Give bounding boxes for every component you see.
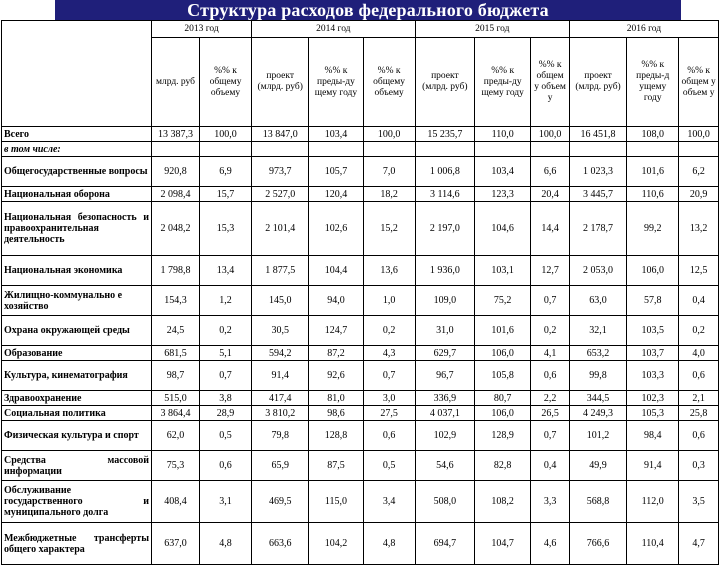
table-cell: 469,5 <box>252 481 309 523</box>
table-cell: 98,6 <box>309 406 363 421</box>
table-cell: 110,6 <box>627 187 679 202</box>
table-cell: 104,2 <box>309 523 363 565</box>
table-cell: 12,7 <box>531 256 570 286</box>
table-cell <box>199 142 251 157</box>
row-label: Средства массовой информации <box>2 451 152 481</box>
table-cell: 26,5 <box>531 406 570 421</box>
table-cell: 75,2 <box>475 286 531 316</box>
column-header: %% к общему объему <box>199 38 251 127</box>
table-cell: 0,2 <box>679 316 719 346</box>
table-cell: 102,3 <box>627 391 679 406</box>
table-cell <box>475 142 531 157</box>
table-cell: 103,3 <box>627 361 679 391</box>
table-cell: 99,8 <box>569 361 626 391</box>
table-cell: 3,1 <box>199 481 251 523</box>
table-cell: 0,5 <box>199 421 251 451</box>
row-label: Охрана окружающей среды <box>2 316 152 346</box>
table-row <box>2 451 719 481</box>
row-label: Национальная безопасность и правоохранительная деятельность <box>2 202 152 256</box>
table-cell: 0,6 <box>679 421 719 451</box>
table-cell: 766,6 <box>569 523 626 565</box>
row-label: Жилищно-коммунально е хозяйство <box>2 286 152 316</box>
table-cell: 105,8 <box>475 361 531 391</box>
year-2016-header: 2016 год <box>569 21 718 38</box>
table-cell: 0,6 <box>679 361 719 391</box>
table-cell: 100,0 <box>531 127 570 142</box>
table-cell: 12,5 <box>679 256 719 286</box>
table-cell: 4,1 <box>531 346 570 361</box>
table-cell: 115,0 <box>309 481 363 523</box>
table-cell: 4,7 <box>679 523 719 565</box>
table-cell: 100,0 <box>199 127 251 142</box>
table-cell: 2 098,4 <box>152 187 200 202</box>
row-label: Национальная экономика <box>2 256 152 286</box>
table-cell: 3,4 <box>363 481 415 523</box>
table-cell: 28,9 <box>199 406 251 421</box>
year-header-row <box>2 21 719 38</box>
table-cell: 15 235,7 <box>415 127 474 142</box>
table-cell <box>569 142 626 157</box>
table-cell: 0,6 <box>199 451 251 481</box>
table-cell: 2 053,0 <box>569 256 626 286</box>
table-cell: 15,3 <box>199 202 251 256</box>
table-cell: 2 048,2 <box>152 202 200 256</box>
table-cell: 32,1 <box>569 316 626 346</box>
table-cell: 3 810,2 <box>252 406 309 421</box>
table-cell: 508,0 <box>415 481 474 523</box>
table-cell: 108,2 <box>475 481 531 523</box>
table-row <box>2 256 719 286</box>
table-cell: 0,4 <box>679 286 719 316</box>
column-header: %% к общему объему <box>363 38 415 127</box>
table-cell: 637,0 <box>152 523 200 565</box>
row-label: Всего <box>2 127 152 142</box>
table-cell: 4 249,3 <box>569 406 626 421</box>
table-cell: 31,0 <box>415 316 474 346</box>
table-cell: 110,4 <box>627 523 679 565</box>
table-cell: 105,7 <box>309 157 363 187</box>
year-2014-header: 2014 год <box>252 21 416 38</box>
table-cell: 3 864,4 <box>152 406 200 421</box>
table-cell: 104,4 <box>309 256 363 286</box>
column-header: %% к преды-д ущему году <box>627 38 679 127</box>
row-label: Социальная политика <box>2 406 152 421</box>
table-cell: 106,0 <box>475 346 531 361</box>
table-cell: 1 006,8 <box>415 157 474 187</box>
table-cell: 6,9 <box>199 157 251 187</box>
table-cell: 4,0 <box>679 346 719 361</box>
table-row <box>2 406 719 421</box>
table-cell: 15,7 <box>199 187 251 202</box>
table-row <box>2 523 719 565</box>
table-cell: 82,8 <box>475 451 531 481</box>
column-header: %% к общем у объем у <box>679 38 719 127</box>
table-cell <box>363 142 415 157</box>
table-cell <box>309 142 363 157</box>
table-cell: 4,8 <box>363 523 415 565</box>
table-cell: 3 445,7 <box>569 187 626 202</box>
table-cell: 4 037,1 <box>415 406 474 421</box>
table-cell: 128,9 <box>475 421 531 451</box>
table-cell: 2 197,0 <box>415 202 474 256</box>
table-cell <box>679 142 719 157</box>
table-cell: 0,2 <box>199 316 251 346</box>
table-cell: 109,0 <box>415 286 474 316</box>
table-cell: 7,0 <box>363 157 415 187</box>
row-label: Национальная оборона <box>2 187 152 202</box>
table-cell: 3,3 <box>531 481 570 523</box>
column-header: %% к преды-ду щему году <box>475 38 531 127</box>
table-body <box>2 127 719 565</box>
table-cell: 87,5 <box>309 451 363 481</box>
table-row <box>2 421 719 451</box>
table-cell: 102,6 <box>309 202 363 256</box>
table-cell: 2 527,0 <box>252 187 309 202</box>
table-cell: 2,2 <box>531 391 570 406</box>
table-cell: 99,2 <box>627 202 679 256</box>
table-cell: 80,7 <box>475 391 531 406</box>
table-cell: 0,5 <box>363 451 415 481</box>
table-cell: 105,3 <box>627 406 679 421</box>
table-cell: 4,8 <box>199 523 251 565</box>
table-cell: 79,8 <box>252 421 309 451</box>
table-cell: 681,5 <box>152 346 200 361</box>
table-cell: 75,3 <box>152 451 200 481</box>
column-header: проект (млрд. руб) <box>415 38 474 127</box>
table-cell: 101,6 <box>475 316 531 346</box>
table-cell: 0,7 <box>363 361 415 391</box>
table-cell: 87,2 <box>309 346 363 361</box>
table-row <box>2 316 719 346</box>
table-cell: 98,7 <box>152 361 200 391</box>
table-cell: 336,9 <box>415 391 474 406</box>
table-cell: 103,1 <box>475 256 531 286</box>
table-cell: 110,0 <box>475 127 531 142</box>
table-cell: 57,8 <box>627 286 679 316</box>
column-header: проект (млрд. руб) <box>569 38 626 127</box>
row-label: Физическая культура и спорт <box>2 421 152 451</box>
table-row <box>2 142 719 157</box>
table-cell: 973,7 <box>252 157 309 187</box>
table-cell: 25,8 <box>679 406 719 421</box>
table-cell: 20,9 <box>679 187 719 202</box>
table-cell: 653,2 <box>569 346 626 361</box>
table-cell: 1,2 <box>199 286 251 316</box>
table-cell: 106,0 <box>627 256 679 286</box>
table-cell: 0,4 <box>531 451 570 481</box>
table-cell: 3,0 <box>363 391 415 406</box>
page-title: Структура расходов федерального бюджета <box>55 0 681 20</box>
table-cell: 3,5 <box>679 481 719 523</box>
table-cell: 94,0 <box>309 286 363 316</box>
table-cell: 92,6 <box>309 361 363 391</box>
table-cell: 30,5 <box>252 316 309 346</box>
row-label: Общегосударственные вопросы <box>2 157 152 187</box>
row-label: Межбюджетные трансферты общего характера <box>2 523 152 565</box>
table-cell: 4,3 <box>363 346 415 361</box>
row-label: в том числе: <box>2 142 152 157</box>
table-cell: 13 387,3 <box>152 127 200 142</box>
table-cell: 145,0 <box>252 286 309 316</box>
table-cell: 108,0 <box>627 127 679 142</box>
table-cell: 102,9 <box>415 421 474 451</box>
table-row <box>2 157 719 187</box>
table-cell: 344,5 <box>569 391 626 406</box>
table-cell: 104,6 <box>475 202 531 256</box>
table-cell: 13,2 <box>679 202 719 256</box>
table-cell: 0,7 <box>531 421 570 451</box>
table-row <box>2 481 719 523</box>
table-cell: 123,3 <box>475 187 531 202</box>
table-cell: 81,0 <box>309 391 363 406</box>
table-cell: 100,0 <box>363 127 415 142</box>
table-cell <box>415 142 474 157</box>
table-cell: 16 451,8 <box>569 127 626 142</box>
table-cell: 13,6 <box>363 256 415 286</box>
table-cell <box>152 142 200 157</box>
table-row <box>2 361 719 391</box>
table-cell: 0,3 <box>679 451 719 481</box>
column-header: млрд. руб <box>152 38 200 127</box>
table-cell: 1,0 <box>363 286 415 316</box>
table-row <box>2 346 719 361</box>
table-cell: 49,9 <box>569 451 626 481</box>
table-cell: 27,5 <box>363 406 415 421</box>
table-cell: 106,0 <box>475 406 531 421</box>
table-cell: 694,7 <box>415 523 474 565</box>
table-cell: 568,8 <box>569 481 626 523</box>
table-cell: 100,0 <box>679 127 719 142</box>
row-label: Образование <box>2 346 152 361</box>
column-header: %% к преды-ду щему году <box>309 38 363 127</box>
table-cell: 62,0 <box>152 421 200 451</box>
table-cell: 104,7 <box>475 523 531 565</box>
table-cell: 0,2 <box>531 316 570 346</box>
table-row <box>2 202 719 256</box>
table-cell: 6,6 <box>531 157 570 187</box>
table-cell: 3,8 <box>199 391 251 406</box>
table-cell: 2 101,4 <box>252 202 309 256</box>
row-label: Обслуживание государственного и муниципального долга <box>2 481 152 523</box>
table-cell: 24,5 <box>152 316 200 346</box>
table-cell: 4,6 <box>531 523 570 565</box>
table-cell: 128,8 <box>309 421 363 451</box>
table-cell: 15,2 <box>363 202 415 256</box>
table-cell: 91,4 <box>627 451 679 481</box>
table-cell: 98,4 <box>627 421 679 451</box>
table-cell: 13,4 <box>199 256 251 286</box>
table-cell: 91,4 <box>252 361 309 391</box>
table-cell: 3 114,6 <box>415 187 474 202</box>
table-cell: 103,4 <box>309 127 363 142</box>
table-cell: 101,6 <box>627 157 679 187</box>
table-cell: 124,7 <box>309 316 363 346</box>
table-cell: 408,4 <box>152 481 200 523</box>
table-cell: 0,2 <box>363 316 415 346</box>
table-cell: 0,7 <box>531 286 570 316</box>
table-cell: 0,7 <box>199 361 251 391</box>
table-cell: 515,0 <box>152 391 200 406</box>
table-cell: 112,0 <box>627 481 679 523</box>
table-cell: 20,4 <box>531 187 570 202</box>
corner-cell <box>2 21 152 127</box>
table-cell: 65,9 <box>252 451 309 481</box>
table-cell: 154,3 <box>152 286 200 316</box>
table-cell: 417,4 <box>252 391 309 406</box>
table-cell: 14,4 <box>531 202 570 256</box>
year-2015-header: 2015 год <box>415 21 569 38</box>
row-label: Здравоохранение <box>2 391 152 406</box>
column-header: %% к общем у объем у <box>531 38 570 127</box>
table-cell: 629,7 <box>415 346 474 361</box>
table-cell: 103,7 <box>627 346 679 361</box>
table-cell: 120,4 <box>309 187 363 202</box>
table-cell: 103,5 <box>627 316 679 346</box>
table-cell: 1 936,0 <box>415 256 474 286</box>
table-cell: 2 178,7 <box>569 202 626 256</box>
table-row <box>2 187 719 202</box>
column-header: проект (млрд. руб) <box>252 38 309 127</box>
table-cell <box>252 142 309 157</box>
table-cell: 1 877,5 <box>252 256 309 286</box>
table-cell: 2,1 <box>679 391 719 406</box>
table-cell: 5,1 <box>199 346 251 361</box>
table-row <box>2 286 719 316</box>
table-cell: 101,2 <box>569 421 626 451</box>
row-label: Культура, кинематография <box>2 361 152 391</box>
table-cell: 63,0 <box>569 286 626 316</box>
table-cell <box>531 142 570 157</box>
table-cell: 1 023,3 <box>569 157 626 187</box>
table-row <box>2 127 719 142</box>
table-cell: 13 847,0 <box>252 127 309 142</box>
table-cell: 54,6 <box>415 451 474 481</box>
table-cell: 103,4 <box>475 157 531 187</box>
table-cell: 96,7 <box>415 361 474 391</box>
table-cell: 0,6 <box>363 421 415 451</box>
budget-table <box>1 20 719 565</box>
table-cell: 6,2 <box>679 157 719 187</box>
table-cell: 1 798,8 <box>152 256 200 286</box>
table-cell <box>627 142 679 157</box>
table-cell: 0,6 <box>531 361 570 391</box>
table-cell: 594,2 <box>252 346 309 361</box>
table-cell: 920,8 <box>152 157 200 187</box>
table-cell: 18,2 <box>363 187 415 202</box>
table-cell: 663,6 <box>252 523 309 565</box>
table-row <box>2 391 719 406</box>
year-2013-header: 2013 год <box>152 21 252 38</box>
